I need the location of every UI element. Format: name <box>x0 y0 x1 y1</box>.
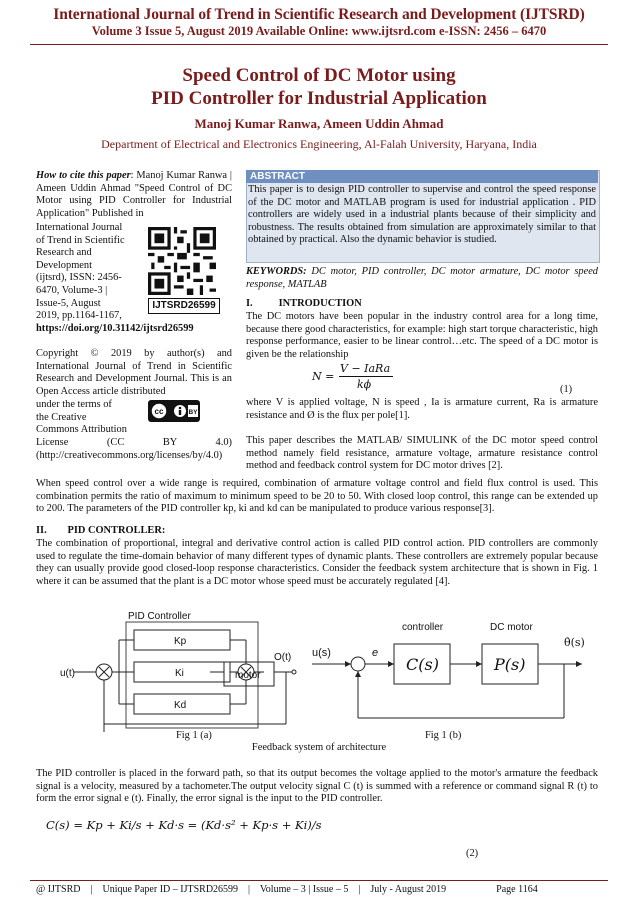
volume-line: Volume 3 Issue 5, August 2019 Available Online: www.ijtsrd.com e-ISSN: 2456 – 6470 <box>91 24 547 38</box>
cite-line: Research and <box>36 247 92 259</box>
title-line-2: PID Controller for Industrial Application <box>151 88 487 109</box>
paper-id-badge: IJTSRD26599 <box>148 298 220 314</box>
copyright-line: under the terms of <box>36 399 112 410</box>
equation-2: C(s) = Kp + Ki/s + Kd·s = (Kd·s² + Kp·s + Ki)/s <box>46 818 322 832</box>
cite-narrow-block <box>36 222 140 323</box>
footer-divider <box>30 880 608 881</box>
cc-logo-icon <box>148 400 200 422</box>
qr-code-icon <box>148 226 216 296</box>
eq1-lhs: N = <box>312 370 335 383</box>
intro-para-3: This paper describes the MATLAB/ SIMULINK of the DC motor speed control method namely field resistance, armature voltage, armature resistance control method and feedback control system for DC motor drives [2]. <box>246 435 598 472</box>
dc-motor-label: DC motor <box>490 622 533 633</box>
intro-para-2: where V is applied voltage, N is speed , Ia is armature current, Ra is armature resistance and Ø is the flux per pole[1]. <box>246 397 598 421</box>
figure-1a-io <box>60 640 310 740</box>
cite-line: 2019, pp.1164-1167, <box>36 310 122 322</box>
motor-label: motor <box>235 670 261 681</box>
cc-by-license-icon <box>148 400 200 422</box>
fig-a-output: O(t) <box>274 652 292 663</box>
section-2-heading: II. PID CONTROLLER: <box>36 525 166 536</box>
keywords-label: KEYWORDS: <box>246 266 307 277</box>
department: Department of Electrical and Electronics Engineering, Al-Falah University, Haryana, India <box>101 137 537 151</box>
fig-a-title: PID Controller <box>128 611 191 622</box>
figure-shared-caption: Feedback system of architecture <box>251 742 387 753</box>
journal-name: International Journal of Trend in Scientific Research and Development (IJTSRD) <box>53 6 585 23</box>
eq1-fraction-bar <box>339 376 393 377</box>
title-line-1: Speed Control of DC Motor using <box>182 65 456 86</box>
eq1-numerator: V − IaRa <box>340 362 391 375</box>
cite-line: Development <box>36 259 92 271</box>
fig-1b-caption: Fig 1 (b) <box>425 730 462 741</box>
copyright-text: Copyright © 2019 by author(s) and International Journal of Trend in Scientific Research and Development Journal. This is an Open Access article distributed <box>36 348 232 397</box>
copyright-narrow <box>36 399 140 437</box>
svg-text:BY: BY <box>188 409 198 416</box>
cs-block: C(s) <box>406 655 439 674</box>
cite-line: of Trend in Scientific <box>36 234 125 246</box>
license-text: License (CC BY 4.0) (http://creativecommons.org/licenses/by/4.0) <box>36 437 232 461</box>
authors: Manoj Kumar Ranwa, Ameen Uddin Ahmad <box>194 116 444 131</box>
cite-line: International Journal <box>36 222 123 233</box>
fig-1a-caption: Fig 1 (a) <box>176 730 212 741</box>
doi-link[interactable]: https://doi.org/10.31142/ijtsrd26599 <box>36 323 194 334</box>
abstract-heading: ABSTRACT <box>246 170 598 183</box>
page-footer: @ IJTSRD | Unique Paper ID – IJTSRD26599 | Volume – 3 | Issue – 5 | July - August 2019 Page 1164 <box>36 884 538 895</box>
section-2-para-1: The combination of proportional, integral and derivative control action is called PID control action. PID controllers are commonly used to regulate the time-domain behavior of many different types of dynamic plants. These controllers are extremely popular because they can usually provide good closed-loop response characteristics. Consider the feedback system architecture that is shown in Fig. 1 where it can be assumed that the plant is a DC motor whose speed must be accurately regulated [4]. <box>36 538 598 587</box>
cite-line: Issue-5, August <box>36 297 101 309</box>
svg-text:cc: cc <box>154 407 164 416</box>
eq1-number: (1) <box>560 384 573 395</box>
fig-b-output: θ̇(s) <box>564 636 585 649</box>
section-2-para-2: The PID controller is placed in the forward path, so that its output becomes the voltage applied to the motor's armature the feedback signal is a velocity, measured by a tachometer.The output velocity signal C (t) is summed with a reference or command signal R (t) to form the error signal e (t). Finally, the error signal is the input to the PID controller. <box>36 768 598 805</box>
kd-label: Kd <box>174 700 187 711</box>
cite-block <box>36 170 232 220</box>
cite-line: 6470, Volume-3 | <box>36 284 108 296</box>
keywords <box>246 266 598 291</box>
header-divider <box>30 44 608 45</box>
paper-title <box>0 64 638 110</box>
copyright-line: the Creative <box>36 411 87 423</box>
eq2-number: (2) <box>466 848 479 859</box>
ps-block: P(s) <box>494 655 526 674</box>
intro-heading: I. INTRODUCTION <box>246 298 362 309</box>
abstract-body: This paper is to design PID controller to supervise and control the speed response of the DC motor and MATLAB program is used for industrial application . PID controllers are widely used in a industrial plants because of their simplicity and robustness. The results obtained from simulation are approximately similar to that obtained by practical. Also the dynamic behavior is studied. <box>248 184 596 246</box>
fig-a-input: u(t) <box>60 668 75 679</box>
fig-b-input: u(s) <box>312 647 331 659</box>
kp-label: Kp <box>174 636 187 647</box>
intro-para-1: The DC motors have been popular in the industry control area for a long time, because there good characteristics, for example: high start torque characteristic, high response performance, easier to be linear control…etc. The speed of a DC motor is given be the relationship <box>246 311 598 360</box>
keywords-text: DC motor, PID controller, DC motor armature, DC motor speed response, MATLAB <box>246 266 598 290</box>
controller-label: controller <box>402 622 444 633</box>
eq1-denominator: kϕ <box>357 378 372 391</box>
figure-1b-diagram <box>312 616 602 728</box>
error-label: e <box>372 647 379 659</box>
copyright-line: Commons Attribution <box>36 424 127 436</box>
speed-range-para: When speed control over a wide range is required, combination of armature voltage control and field flux control is used. This combination permits the ratio of maximum to minimum speed to be 20 to 50. With closed loop control, this range can be extended up to 200. The parameters of the PID controller kp, ki and kd can be manipulated to produce various response[3]. <box>36 478 598 515</box>
cite-lead: How to cite this paper <box>36 170 131 181</box>
ki-label: Ki <box>175 668 184 679</box>
cite-line: (ijtsrd), ISSN: 2456- <box>36 272 122 284</box>
cite-text: : Manoj Kumar Ranwa | Ameen Uddin Ahmad "Speed Control of DC Motor using PID Controller for Industrial Application" Published in <box>36 170 232 219</box>
